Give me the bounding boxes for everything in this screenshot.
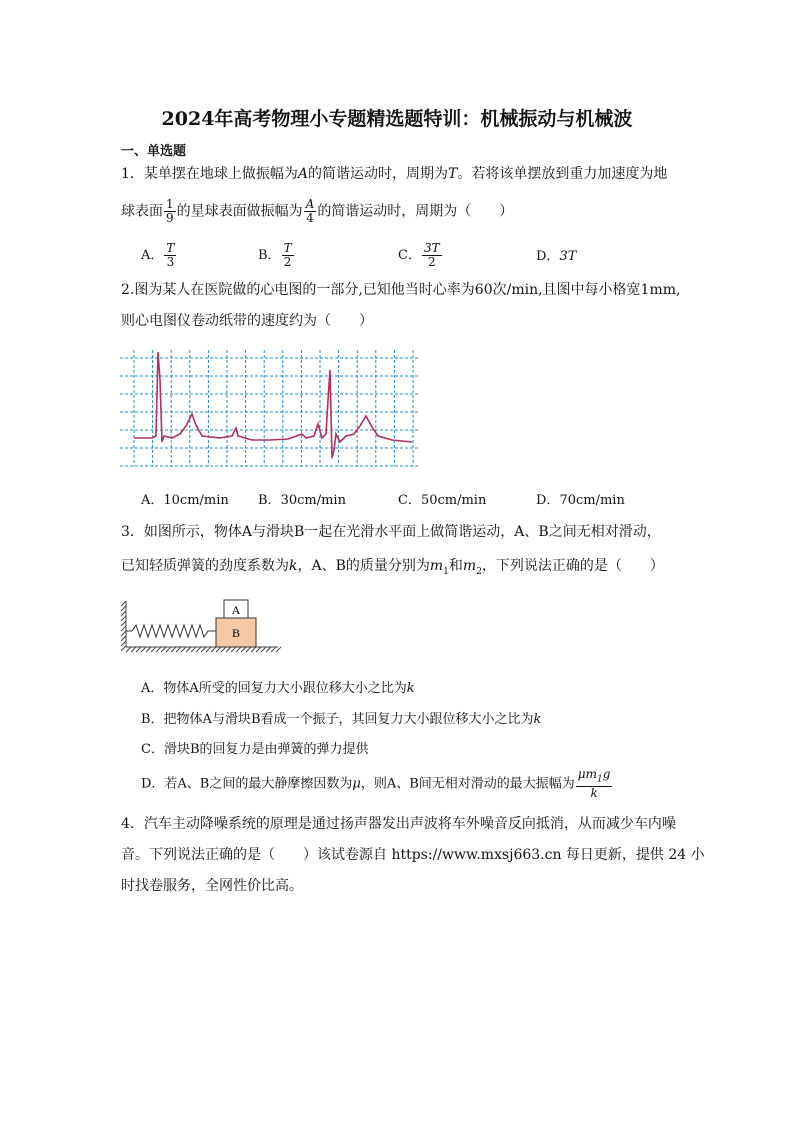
page-title: 2024年高考物理小专题精选题特训：机械振动与机械波 (161, 108, 633, 130)
hatch-mark (191, 647, 196, 652)
hatch-mark (166, 647, 171, 652)
question-4-line-2: 音。下列说法正确的是（ ）该试卷源自 https://www.mxsj663.cn 每日更新，提供 24 小 (121, 847, 705, 863)
q1-frac-num: 1 (166, 197, 174, 211)
frac-den: k (590, 786, 598, 801)
option-label: C． (398, 493, 421, 508)
q1-text-f: 的简谐运动时，周期为（ ） (317, 203, 514, 220)
option-text: 70cm/min (559, 493, 625, 508)
q2-option-a[interactable] (141, 489, 229, 508)
q1-text-e: 的星球表面做振幅为 (176, 203, 303, 220)
question-2-line-2: 则心电图仪卷动纸带的速度约为（ ） (121, 313, 373, 329)
q3-text-a: 已知轻质弹簧的劲度系数为 (121, 558, 289, 574)
hatch-mark (221, 647, 226, 652)
option-text: 50cm/min (420, 493, 487, 508)
hatch-mark (121, 611, 126, 616)
question-4-line-3: 时找卷服务，全网性价比高。 (121, 878, 303, 894)
option-label: B． (258, 248, 281, 263)
question-3-line-1: 3．如图所示，物体A与滑块B一起在光滑水平面上做简谐运动，A、B之间无相对滑动， (121, 524, 661, 540)
hatch-mark (131, 647, 136, 652)
q3-option-a[interactable] (141, 677, 415, 696)
hatch-mark (136, 647, 141, 652)
hatch-mark (196, 647, 201, 652)
question-1-line-1 (121, 164, 667, 184)
q3-var-k: k (289, 558, 298, 574)
q1-option-a[interactable] (141, 242, 177, 269)
option-label: A． (141, 493, 164, 508)
hatch-mark (251, 647, 256, 652)
option-num: T (166, 241, 175, 255)
hatch-mark (236, 647, 241, 652)
option-label: D． (536, 249, 560, 264)
hatch-mark (226, 647, 231, 652)
hatch-mark (121, 606, 126, 611)
q1-amp-num: A (305, 197, 315, 211)
hatch-mark (241, 647, 246, 652)
q1-text-a: 1．某单摆在地球上做振幅为 (121, 166, 298, 182)
q1-option-d[interactable] (536, 245, 576, 264)
option-label: B． (258, 493, 281, 508)
hatch-mark (121, 646, 126, 651)
q1-text-c: 。若将该单摆放到重力加速度为地 (457, 166, 668, 182)
option-label: D． (536, 493, 560, 508)
hatch-mark (121, 636, 126, 641)
hatch-mark (211, 647, 216, 652)
q1-text-d: 球表面 (121, 203, 163, 220)
question-1-line-2 (121, 198, 513, 225)
q1-option-b[interactable] (258, 242, 295, 269)
frac-num-sub: 1 (596, 774, 603, 785)
q1-option-c[interactable] (398, 242, 443, 269)
option-den: 3 (166, 255, 175, 269)
wall-hatch (121, 601, 126, 651)
hatch-mark (141, 647, 146, 652)
question-3-line-2 (121, 556, 664, 582)
hatch-mark (161, 647, 166, 652)
hatch-mark (186, 647, 191, 652)
option-label: A． (141, 248, 164, 263)
q3-sub-2: 2 (476, 566, 482, 577)
block-b-label: B (231, 626, 241, 640)
question-2-line-1: 2.图为某人在医院做的心电图的一部分,已知他当时心率为60次/min,且图中每小格宽1mm, (121, 282, 681, 298)
hatch-mark (126, 647, 131, 652)
q3-text-b: ，A、B的质量分别为 (297, 558, 430, 574)
option-var-k: k (533, 712, 542, 727)
option-text: A．物体A所受的回复力大小跟位移大小之比为 (141, 681, 407, 696)
q1-frac-den: 9 (166, 211, 174, 225)
q2-option-c[interactable] (398, 489, 486, 508)
ecg-trace (134, 352, 412, 458)
hatch-mark (216, 647, 221, 652)
hatch-mark (276, 647, 281, 652)
hatch-mark (261, 647, 266, 652)
option-var-mu: μ (352, 776, 361, 792)
hatch-mark (266, 647, 271, 652)
hatch-mark (256, 647, 261, 652)
block-a-label: A (231, 603, 241, 617)
option-num: T (283, 241, 292, 255)
q3-option-b[interactable] (141, 708, 541, 727)
hatch-mark (121, 621, 126, 626)
hatch-mark (201, 647, 206, 652)
hatch-mark (181, 647, 186, 652)
option-label: C． (398, 248, 421, 263)
ecg-chart (120, 350, 420, 468)
q2-option-b[interactable] (258, 489, 346, 508)
hatch-mark (206, 647, 211, 652)
hatch-mark (121, 641, 126, 646)
question-4-line-1: 4．汽车主动降噪系统的原理是通过扬声器发出声波将车外噪音反向抵消，从而减少车内噪 (121, 816, 676, 832)
max-amplitude-fraction (576, 768, 613, 800)
hatch-mark (231, 647, 236, 652)
hatch-mark (151, 647, 156, 652)
q2-option-d[interactable] (536, 489, 625, 508)
hatch-mark (271, 647, 276, 652)
q1-var-t: T (448, 166, 458, 182)
frac-num: μm (577, 767, 597, 781)
q3-var-m1: m (429, 558, 444, 574)
hatch-mark (171, 647, 176, 652)
option-text: 10cm/min (163, 493, 229, 508)
q3-option-c[interactable] (141, 738, 369, 757)
hatch-mark (121, 601, 126, 606)
option-text-2: ，则A、B间无相对滑动的最大振幅为 (360, 776, 575, 792)
option-den: 2 (427, 255, 436, 269)
q3-text-c: ，下列说法正确的是（ ） (481, 558, 664, 574)
ecg-grid (120, 350, 420, 466)
option-text: D．若A、B之间的最大静摩擦因数为 (141, 776, 353, 792)
option-num: 3T (423, 241, 440, 255)
hatch-mark (156, 647, 161, 652)
q3-var-m2: m (462, 558, 477, 574)
hatch-mark (121, 626, 126, 631)
option-text: 3T (559, 249, 577, 264)
q1-amp-den: 4 (306, 211, 314, 225)
option-text: C．滑块B的回复力是由弹簧的弹力提供 (141, 742, 369, 757)
q1-text-b: 的简谐运动时，周期为 (308, 166, 449, 182)
option-den: 2 (283, 255, 292, 269)
option-text: 30cm/min (280, 493, 346, 508)
q1-gravity-fraction (164, 198, 176, 225)
spring-block-diagram (118, 595, 286, 657)
section-heading: 一、单选题 (121, 144, 187, 159)
floor-hatch (126, 647, 281, 652)
frac-num-g: g (602, 767, 611, 781)
hatch-mark (176, 647, 181, 652)
q3-option-d[interactable] (141, 768, 613, 800)
option-var-k: k (406, 681, 415, 696)
q3-sub-1: 1 (443, 566, 449, 577)
spring (126, 625, 216, 637)
hatch-mark (246, 647, 251, 652)
hatch-mark (146, 647, 151, 652)
hatch-mark (121, 631, 126, 636)
option-text: B．把物体A与滑块B看成一个振子，其回复力大小跟位移大小之比为 (141, 712, 534, 727)
q1-amplitude-fraction (304, 198, 317, 225)
q1-var-a: A (297, 166, 309, 182)
hatch-mark (121, 616, 126, 621)
q3-text-and: 和 (448, 558, 463, 574)
